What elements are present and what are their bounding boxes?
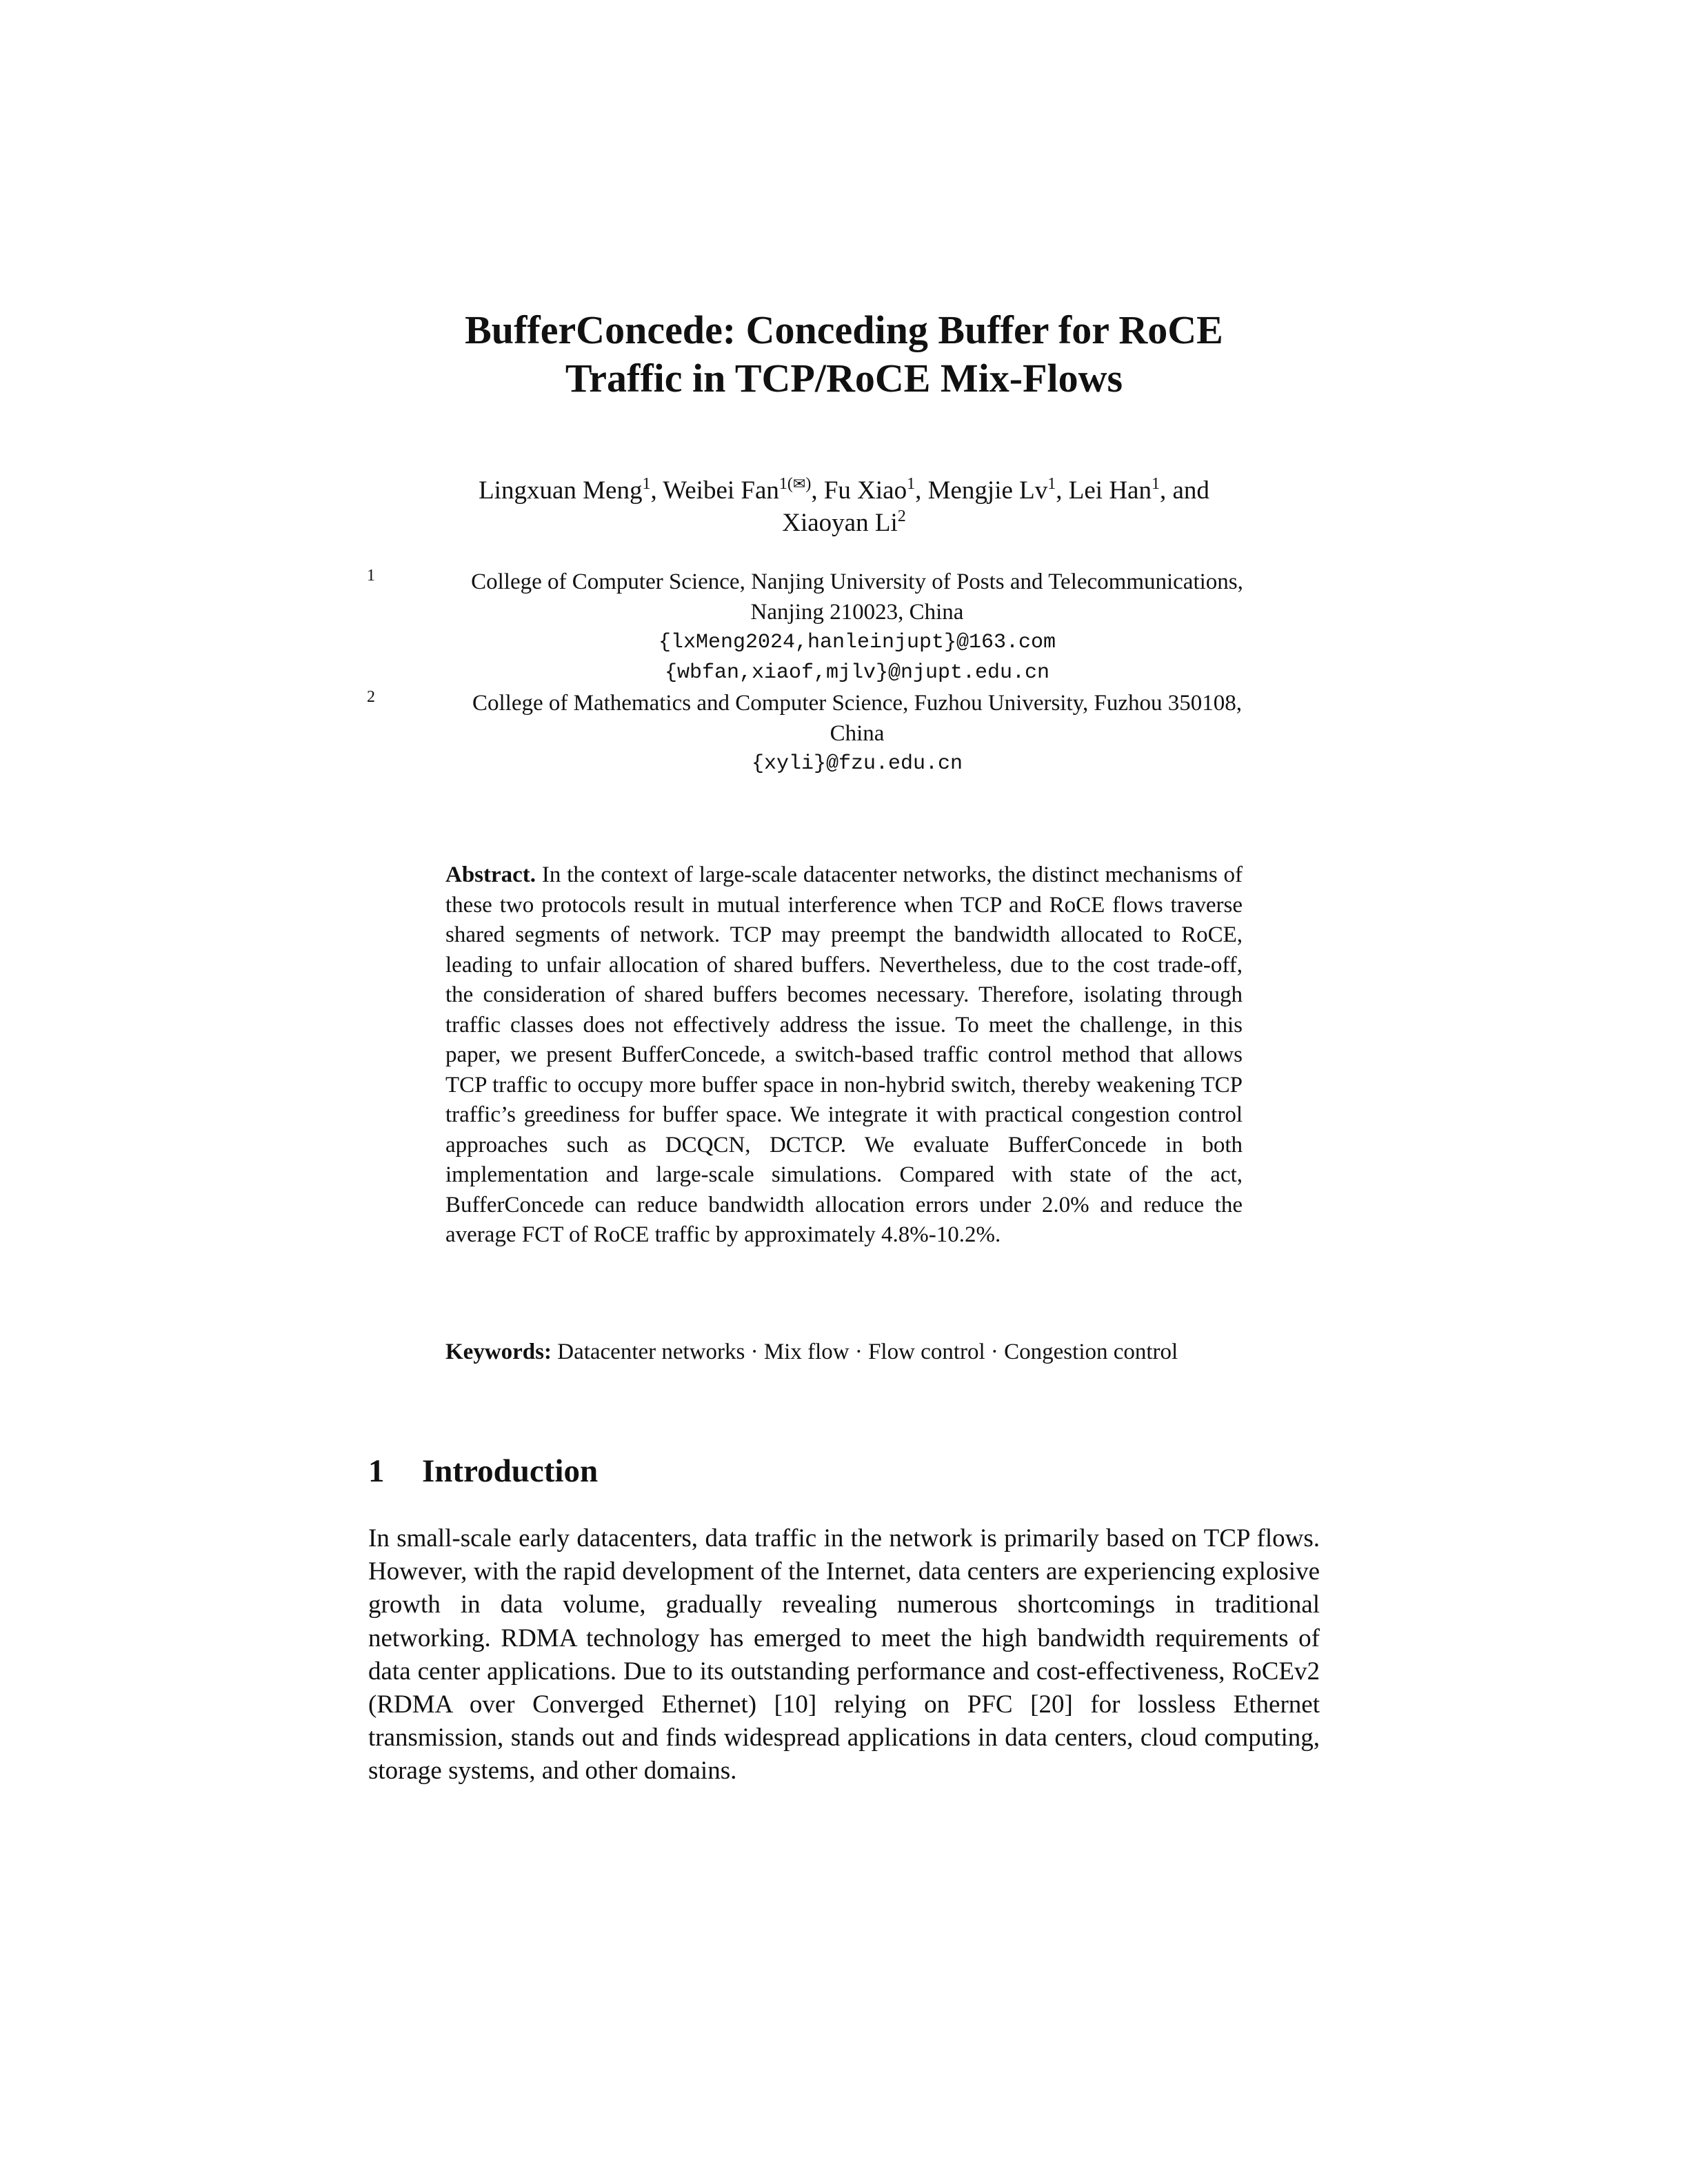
affiliation-email: {xyli}@fzu.edu.cn (751, 752, 963, 776)
intro-text: In small-scale early datacenters, data traffic in the network is primarily based on TCP flows. However, with the rapid development of the Internet, data centers are experiencing explosive growth in data volume, gradually revealing numerous shortcomings in traditional networking. RDMA technology has emerged to meet the high bandwidth requirements of data center applications. Due to its outstanding performance and cost-effectiveness, RoCEv2 (RDMA over Converged Ethernet) [10] relying on PFC [20] for lossless Ethernet transmission, stands out and finds widespread applications in data centers, cloud computing, storage systems, and other domains. (368, 1524, 1320, 1786)
affiliation-institution: College of Computer Science, Nanjing University of Posts and Telecommunications, (471, 569, 1243, 594)
affiliation-marker-number: 2 (367, 688, 375, 706)
author-name: Weibei Fan (663, 476, 779, 505)
affiliation-marker (367, 567, 375, 597)
envelope-icon: ✉ (792, 475, 806, 492)
author-list: Lingxuan Meng$^1$, Weibei Fan$^{1(✉)}$, Fu Xiao$^1$, Mengjie Lv$^1$, Lei Han$^1$, and Xiaoyan Li$^2$ (479, 475, 1209, 537)
title-line-1: BufferConcede: Conceding Buffer for RoCE (465, 307, 1223, 352)
author-affiliation-mark (779, 475, 811, 493)
author-name: Mengjie Lv (927, 476, 1048, 505)
author-name: Lingxuan Meng (479, 476, 643, 505)
abstract (445, 860, 1243, 1251)
keywords-text: Datacenter networks · Mix flow · Flow control · Congestion control (557, 1339, 1178, 1364)
affiliation-1 (365, 567, 1323, 688)
section-number: 1 (368, 1453, 385, 1489)
abstract-text: In the context of large-scale datacenter networks, the distinct mechanisms of these two protocols result in mutual interference when TCP and RoCE flows traverse shared segments of network. TCP may preempt the bandwidth allocated to RoCE, leading to unfair allocation of shared buffers. Nevertheless, due to the cost trade-off, the consideration of shared buffers becomes necessary. Therefore, isolating through traffic classes does not effectively address the issue. To meet the challenge, in this paper, we present BufferConcede, a switch-based traffic control method that allows TCP traffic to occupy more buffer space in non-hybrid switch, thereby weakening TCP traffic’s greediness for buffer space. We integrate it with practical congestion control approaches such as DCQCN, DCTCP. We evaluate BufferConcede in both implementation and large-scale simulations. Compared with state of the act, BufferConcede can reduce bandwidth allocation errors under 2.0% and reduce the average FCT of RoCE traffic by approximately 4.8%-10.2%. (445, 862, 1243, 1247)
author-name: Lei Han (1068, 476, 1152, 505)
affiliation-marker (367, 688, 375, 718)
affiliation-marker-number: 1 (367, 567, 375, 585)
affiliation-2 (365, 688, 1323, 779)
section-title: Introduction (422, 1453, 599, 1489)
keywords (445, 1337, 1243, 1368)
affiliation-email: {wbfan,xiaof,mjlv}@njupt.edu.cn (664, 661, 1050, 685)
title-line-2: Traffic in TCP/RoCE Mix-Flows (565, 356, 1123, 401)
affiliation-city: China (830, 721, 885, 746)
intro-paragraph (368, 1522, 1320, 1788)
paper-title (345, 306, 1343, 403)
author-affiliation-mark-text: 1( (778, 475, 793, 493)
author-conjunction: , and (1159, 476, 1209, 505)
author-affiliation-mark: 1 (642, 475, 651, 493)
author-affiliation-mark: 1 (1047, 475, 1056, 493)
author-name: Xiaoyan Li (782, 509, 898, 537)
author-affiliation-mark-close: ) (805, 475, 812, 493)
keywords-label: Keywords: (445, 1339, 552, 1364)
affiliation-city: Nanjing 210023, China (750, 600, 964, 625)
author-affiliation-mark: 2 (897, 507, 906, 525)
author-affiliation-mark: 1 (907, 475, 916, 493)
author-name: Fu Xiao (823, 476, 907, 505)
affiliations (365, 567, 1323, 779)
affiliation-institution: College of Mathematics and Computer Science, Fuzhou University, Fuzhou 350108, (472, 691, 1242, 716)
section-heading (368, 1452, 1320, 1490)
abstract-label: Abstract. (445, 862, 536, 887)
affiliation-email: {lxMeng2024,hanleinjupt}@163.com (658, 631, 1056, 654)
author-affiliation-mark: 1 (1151, 475, 1160, 493)
